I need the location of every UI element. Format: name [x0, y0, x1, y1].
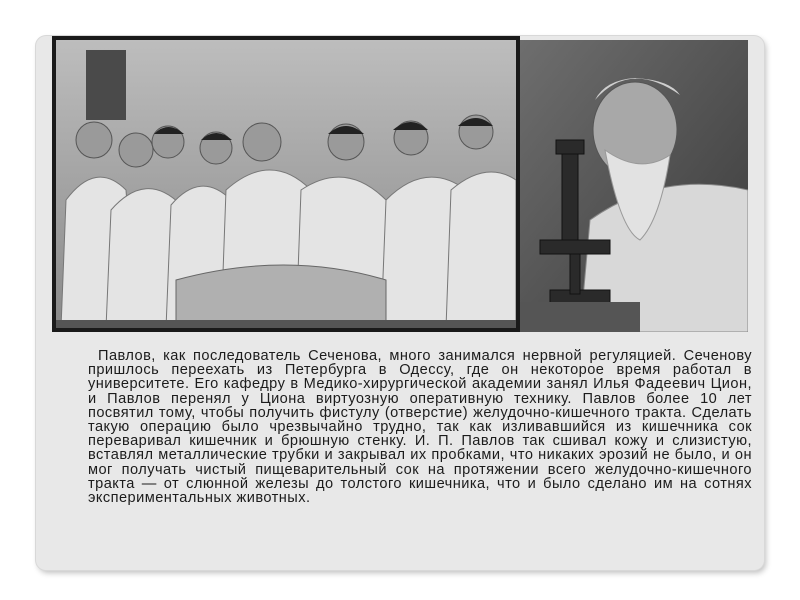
- surgery-group-photo: [52, 36, 520, 332]
- paragraph-text: Павлов, как последователь Сеченова, много занимался нервной регуляцией. Сеченову пришлось переехать из Петербурга в Одессу, где он некоторое время работал в университете. Его кафедру в Медико-хирургической академии занял Илья Фадеевич Цион, и Павлов перенял у Циона виртуозную оперативную технику. Павлов более 10 лет посвятил тому, чтобы получить фистулу (отверстие) желудочно-кишечного тракта. Сделать такую операцию было чрезвычайно трудно, так как изливавшийся из кишечника сок переваривал кишечник и брюшную стенку. И. П. Павлов так сшивал кожу и слизистую, вставлял металлические трубки и закрывал их пробками, что никаких эрозий не было, и он мог получать чистый пищеварительный сок на протяжении всего желудочно-кишечного тракта — от слюнной железы до толстого кишечника, что и было сделано им на сотнях экспериментальных животных.: [88, 348, 752, 507]
- pavlov-microscope-image: [520, 40, 748, 332]
- slide-text: [88, 349, 752, 505]
- surgery-group-photo-image: [56, 40, 516, 328]
- pavlov-microscope-photo: [520, 40, 748, 332]
